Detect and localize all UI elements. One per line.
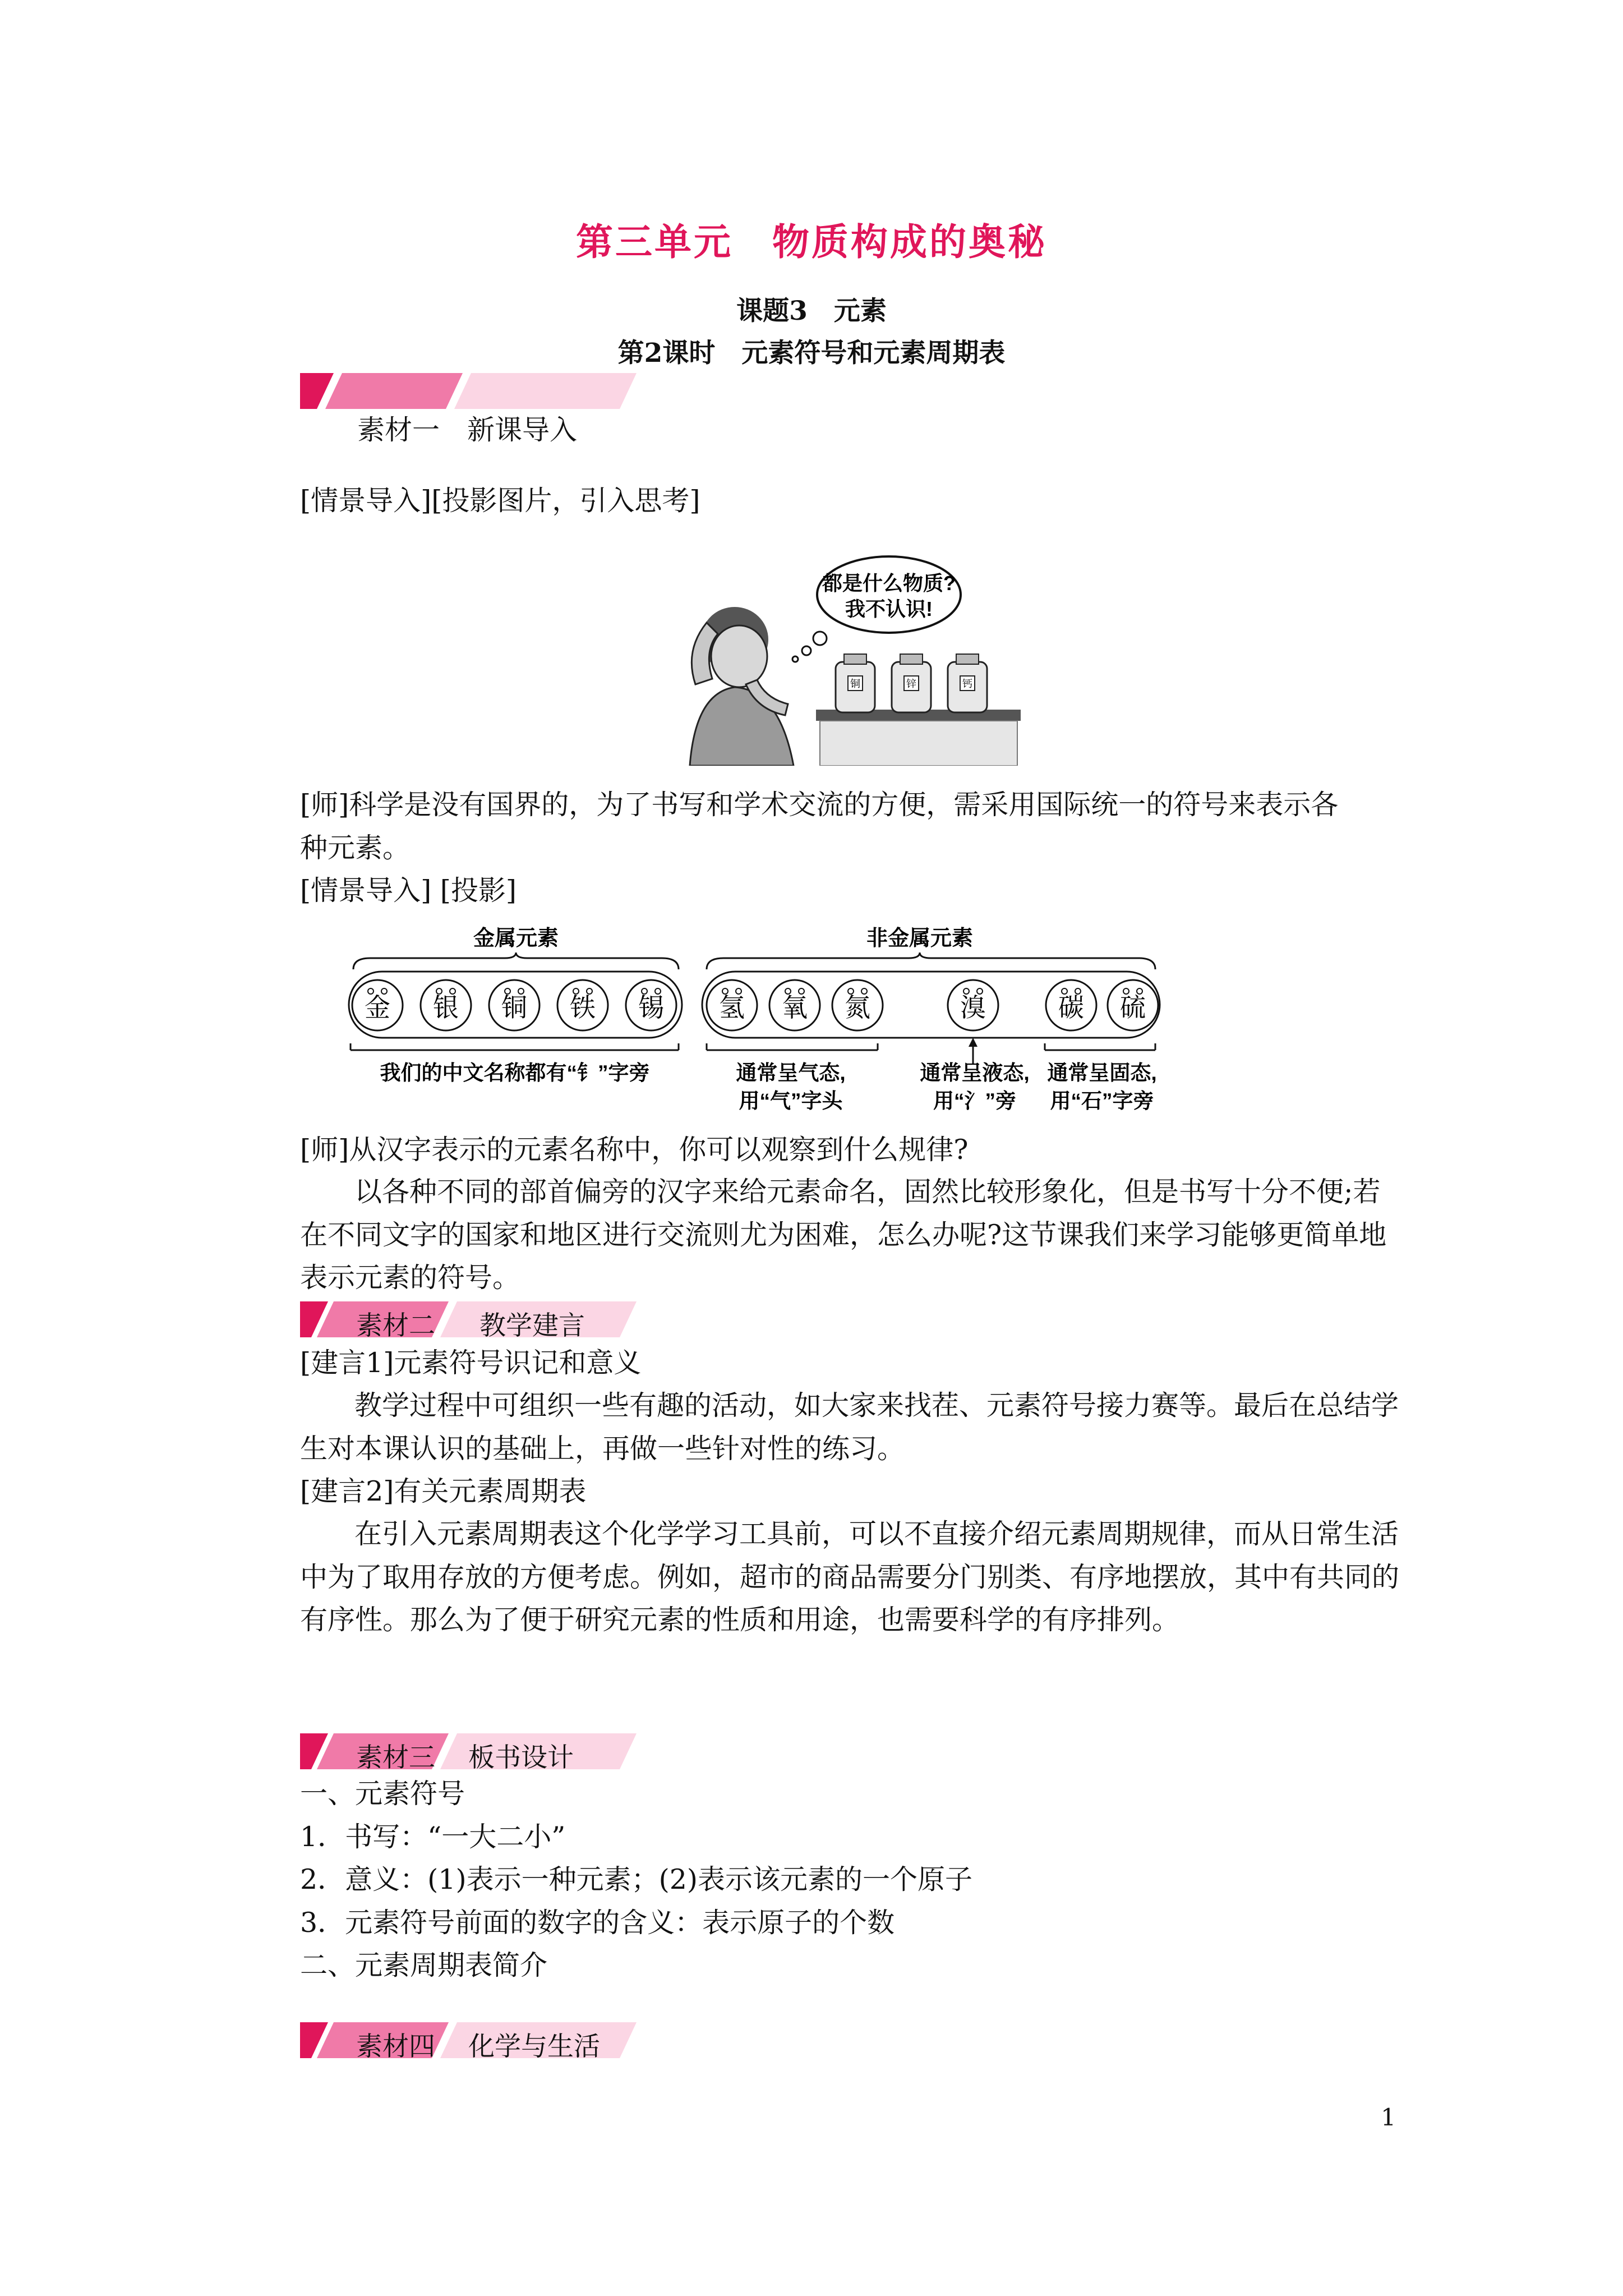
element-char-solids-0: 碳 — [1058, 993, 1084, 1022]
solid-note-2: 用“石”字旁 — [1050, 1089, 1154, 1111]
section2-label: 教学建言 — [479, 1310, 585, 1341]
solid-note-1: 通常呈固态, — [1047, 1061, 1157, 1084]
board-line-1: 一、元素符号 — [300, 1778, 465, 1810]
svg-text:钙: 钙 — [962, 678, 972, 690]
section4-banner — [300, 2022, 637, 2062]
gas-note-2: 用“气”字头 — [739, 1089, 843, 1111]
liquid-note-1: 通常呈液态, — [920, 1061, 1030, 1084]
svg-text:铜: 铜 — [850, 678, 860, 690]
nonmetal-group-title: 非金属元素 — [866, 927, 974, 950]
element-char-metals-1: 银 — [433, 993, 459, 1022]
element-char-solids-1: 硫 — [1120, 993, 1146, 1022]
advice1-title: [建言1]元素符号识记和意义 — [300, 1347, 642, 1379]
board-line-5: 二、元素周期表简介 — [300, 1949, 548, 1981]
advice1-line-2: 生对本课认识的基础上，再做一些针对性的练习。 — [300, 1433, 905, 1465]
teacher-statement-1a: [师]科学是没有国界的，为了书写和学术交流的方便，需采用国际统一的符号来表示各 — [300, 789, 1339, 821]
element-char-metals-0: 金 — [365, 993, 390, 1022]
svg-text:锌: 锌 — [906, 678, 916, 690]
advice2-line-1: 在引入元素周期表这个化学学习工具前，可以不直接介绍元素周期规律，而从日常生活 — [354, 1518, 1399, 1550]
topic-title: 课题3 元素 — [736, 296, 887, 326]
element-char-metals-3: 铁 — [570, 993, 596, 1022]
thinking-student-illustration — [673, 555, 1021, 766]
element-char-gases-1: 氧 — [782, 993, 808, 1022]
metal-note: 我们的中文名称都有“钅”字旁 — [380, 1061, 650, 1084]
board-line-3: 2．意义：(1)表示一种元素；(2)表示该元素的一个原子 — [300, 1864, 972, 1895]
advice2-line-3: 有序性。那么为了便于研究元素的性质和用途，也需要科学的有序排列。 — [300, 1604, 1180, 1636]
section4-label: 化学与生活 — [468, 2031, 600, 2062]
advice2-line-2: 中为了取用存放的方便考虑。例如，超市的商品需要分门别类、有序地摆放，其中有共同的 — [300, 1561, 1400, 1593]
teacher-statement-1b: 种元素。 — [300, 832, 411, 864]
scene-intro-1: [情景导入][投影图片，引入思考] — [300, 485, 700, 517]
explain-line-1: 以各种不同的部首偏旁的汉字来给元素命名，固然比较形象化，但是书写十分不便;若 — [354, 1176, 1381, 1208]
element-char-liquid-0: 溴 — [960, 993, 986, 1022]
teacher-statement-2: [师]从汉字表示的元素名称中，你可以观察到什么规律? — [300, 1134, 969, 1166]
section4-tag: 素材四 — [356, 2031, 435, 2062]
bubble-line1: 都是什么物质? — [822, 572, 956, 595]
element-char-metals-4: 锡 — [638, 993, 664, 1022]
bubble-line2: 我不认识! — [845, 597, 933, 620]
jar-1 — [836, 654, 875, 712]
section2-tag: 素材二 — [356, 1310, 435, 1341]
jar-3 — [948, 654, 987, 712]
banner-shape — [300, 1301, 637, 1337]
liquid-note-2: 用“氵”旁 — [933, 1089, 1016, 1111]
element-naming-diagram — [348, 920, 1206, 1111]
jar-2 — [892, 654, 931, 712]
advice2-title: [建言2]有关元素周期表 — [300, 1475, 587, 1507]
advice1-line-1: 教学过程中可组织一些有趣的活动，如大家来找茬、元素符号接力赛等。最后在总结学 — [354, 1389, 1399, 1421]
element-char-metals-2: 铜 — [501, 993, 527, 1022]
element-char-gases-2: 氮 — [845, 993, 870, 1022]
section1-label: 素材一 新课导入 — [357, 414, 578, 446]
element-char-gases-0: 氢 — [719, 993, 745, 1022]
section3-label: 板书设计 — [468, 1742, 574, 1773]
gas-note-1: 通常呈气态, — [736, 1061, 846, 1084]
explain-line-3: 表示元素的符号。 — [300, 1262, 520, 1294]
section3-tag: 素材三 — [356, 1742, 435, 1773]
explain-line-2: 在不同文字的国家和地区进行交流则尤为困难，怎么办呢?这节课我们来学习能够更简单地 — [300, 1219, 1387, 1251]
board-line-2: 1．书写：“一大二小” — [300, 1821, 566, 1853]
page-number: 1 — [1381, 2104, 1396, 2131]
section1-banner — [300, 373, 637, 409]
banner-stripes — [300, 373, 637, 409]
unit-title: 第三单元 物质构成的奥秘 — [576, 220, 1047, 264]
board-line-4: 3．元素符号前面的数字的含义：表示原子的个数 — [300, 1907, 895, 1939]
section3-banner — [300, 1733, 637, 1773]
metal-group-title: 金属元素 — [473, 927, 559, 950]
section2-banner — [300, 1301, 637, 1341]
lesson-title: 第2课时 元素符号和元素周期表 — [617, 338, 1006, 369]
scene-intro-2: [情景导入] [投影] — [300, 875, 517, 907]
